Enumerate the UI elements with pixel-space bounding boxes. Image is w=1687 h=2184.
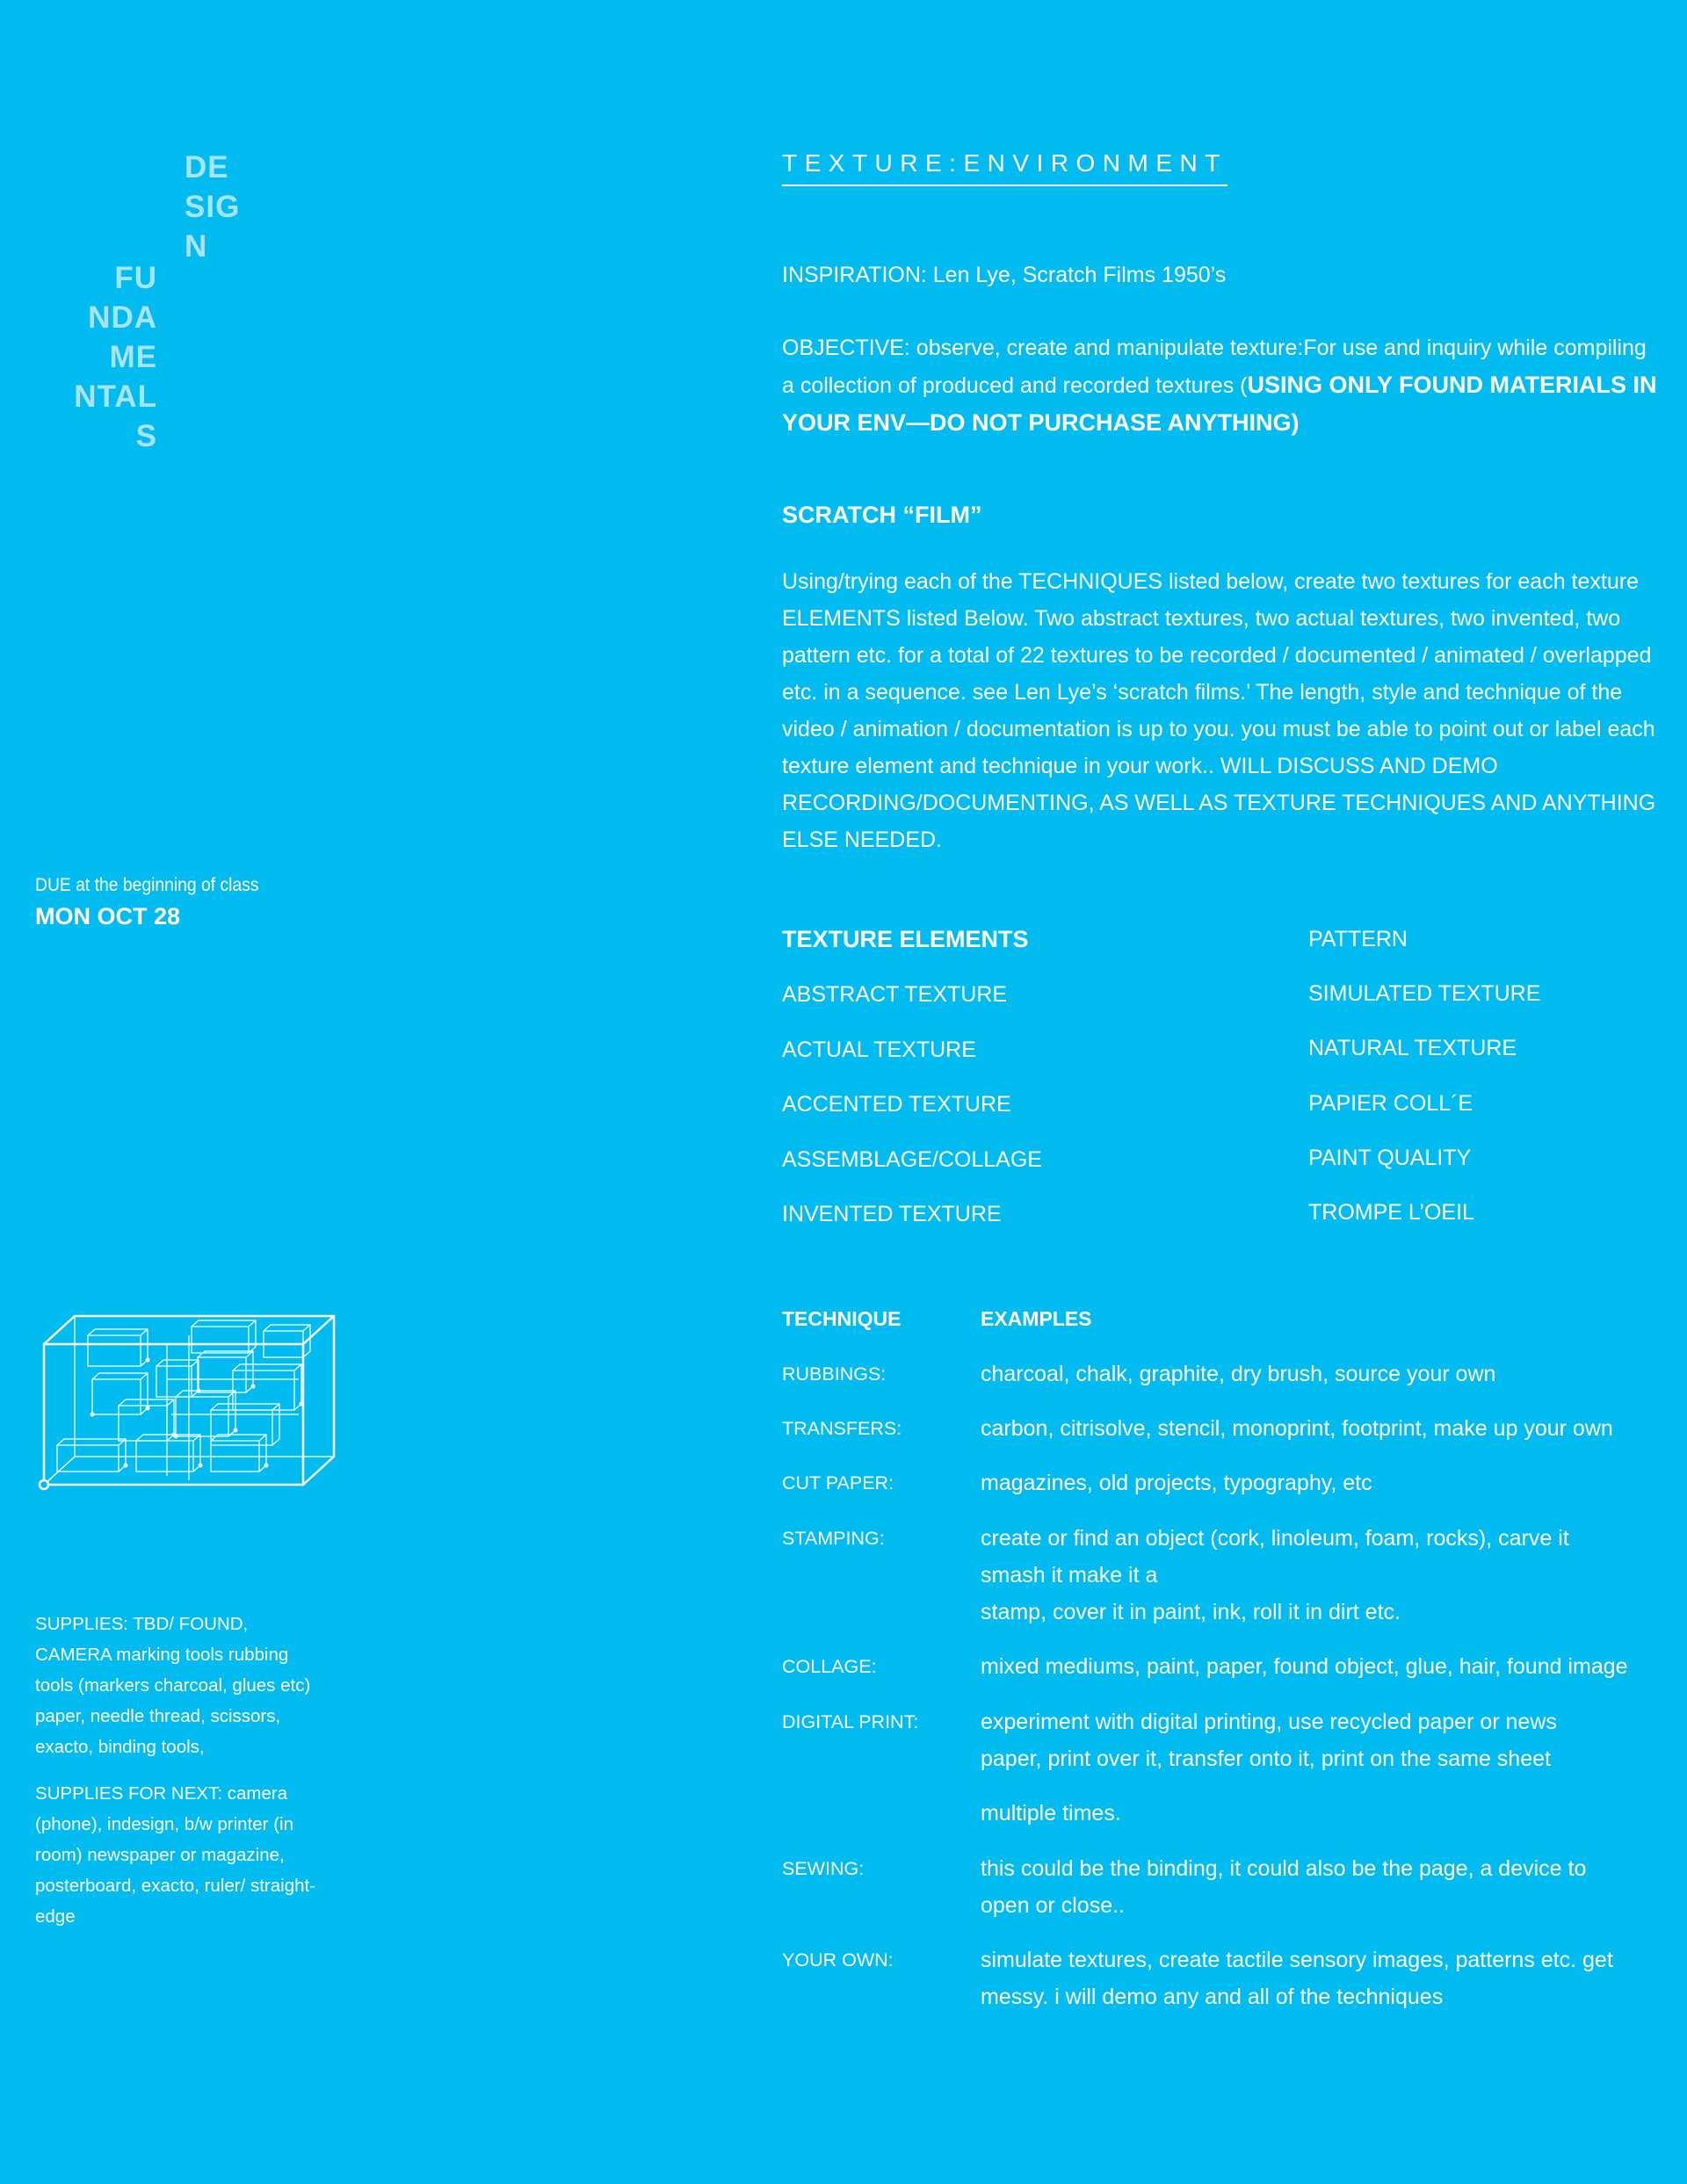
due-date: MON OCT 28 <box>35 903 181 929</box>
logo-fundamentals-line-5: S <box>135 419 157 453</box>
technique-example: stamp, cover it in paint, ink, roll it in dirt etc. <box>981 1600 1401 1624</box>
examples-column-heading: EXAMPLES <box>981 1307 1092 1330</box>
technique-label: RUBBINGS: <box>782 1363 887 1385</box>
technique-example: experiment with digital printing, use recycled paper or news paper, print over it, transfer onto it, print on the same sheet <box>981 1710 1557 1771</box>
technique-label: TRANSFERS: <box>782 1418 902 1439</box>
texture-element-right: SIMULATED TEXTURE <box>1308 981 1541 1006</box>
logo-fundamentals-line-2: NDA <box>88 300 157 335</box>
scratch-body: Using/trying each of the TECHNIQUES listed below, create two textures for each texture ELEMENTS listed Below. Two abstract textures, two actual textures, two invented, two pattern etc. for a total of 22 textures to be recorded / documented / animated / overlapped etc. in a sequence. see Len Lye’s ‘scratch films.’ The length, style and technique of the video / animation / documentation is up to you. you must be able to point out or label each texture element and technique in your work.. WILL DISCUSS AND DEMO RECORDING/DOCUMENTING, AS WELL AS TEXTURE TECHNIQUES AND ANYTHING ELSE NEEDED. <box>782 569 1656 852</box>
technique-example: mixed mediums, paint, paper, found object, glue, hair, found image <box>981 1654 1628 1679</box>
texture-element-left: ABSTRACT TEXTURE <box>782 982 1008 1007</box>
texture-element-left: INVENTED TEXTURE <box>782 1202 1002 1226</box>
texture-element-right: PAINT QUALITY <box>1308 1146 1472 1170</box>
technique-label: COLLAGE: <box>782 1656 877 1677</box>
logo-fundamentals-line-1: FU <box>114 261 157 295</box>
texture-element-right: TROMPE L’OEIL <box>1308 1200 1474 1225</box>
texture-element-right: PATTERN <box>1308 927 1408 951</box>
supplies-current: SUPPLIES: TBD/ FOUND, CAMERA marking tools rubbing tools (markers charcoal, glues etc) paper, needle thread, scissors, exacto, binding tools, <box>35 1614 311 1757</box>
logo-fundamentals-line-4: NTAL <box>74 380 157 414</box>
technique-example: magazines, old projects, typography, etc <box>981 1471 1372 1495</box>
technique-column-heading: TECHNIQUE <box>782 1307 901 1330</box>
texture-element-left: ACCENTED TEXTURE <box>782 1092 1011 1117</box>
texture-elements-heading: TEXTURE ELEMENTS <box>782 926 1029 952</box>
objective-text-bold: USING ONLY FOUND MATERIALS IN YOUR ENV—DO NOT PURCHASE ANYTHING) <box>782 372 1657 436</box>
scratch-heading: SCRATCH “FILM” <box>782 502 982 528</box>
due-label: DUE at the beginning of class <box>35 875 259 895</box>
technique-label: DIGITAL PRINT: <box>782 1711 919 1732</box>
technique-example: multiple times. <box>981 1801 1121 1826</box>
technique-label: SEWING: <box>782 1858 865 1879</box>
logo-design-line-1: DE <box>185 150 229 184</box>
technique-example: this could be the binding, it could also be the page, a device to open or close.. <box>981 1856 1587 1918</box>
objective-text-regular: OBJECTIVE: observe, create and manipulate texture:For use and inquiry while compiling a collection of produced and recorded textures ( <box>782 336 1647 398</box>
wireframe-cubes-icon <box>35 1309 338 1498</box>
technique-example: simulate textures, create tactile sensory images, patterns etc. get messy. i will demo any and all of the techniques <box>981 1948 1613 2009</box>
technique-example: charcoal, chalk, graphite, dry brush, source your own <box>981 1362 1496 1386</box>
texture-element-left: ASSEMBLAGE/COLLAGE <box>782 1147 1042 1172</box>
technique-label: STAMPING: <box>782 1528 885 1549</box>
texture-element-right: NATURAL TEXTURE <box>1308 1036 1517 1060</box>
logo-fundamentals-line-3: ME <box>109 340 157 374</box>
texture-element-right: PAPIER COLL´E <box>1308 1091 1473 1116</box>
supplies-next: SUPPLIES FOR NEXT: camera (phone), indesign, b/w printer (in room) newspaper or magazine, posterboard, exacto, ruler/ straight-edge <box>35 1783 316 1927</box>
page-title: TEXTURE:ENVIRONMENT <box>782 149 1227 186</box>
objective-text <box>782 329 1661 442</box>
technique-label: YOUR OWN: <box>782 1949 894 1971</box>
texture-element-left: ACTUAL TEXTURE <box>782 1038 976 1062</box>
technique-label: CUT PAPER: <box>782 1472 894 1493</box>
inspiration-text: INSPIRATION: Len Lye, Scratch Films 1950’s <box>782 263 1227 287</box>
technique-example: carbon, citrisolve, stencil, monoprint, footprint, make up your own <box>981 1416 1613 1441</box>
technique-example: create or find an object (cork, linoleum, foam, rocks), carve it smash it make it a <box>981 1526 1569 1587</box>
logo-design-line-3: N <box>185 229 208 264</box>
logo-design-line-2: SIG <box>185 190 241 224</box>
